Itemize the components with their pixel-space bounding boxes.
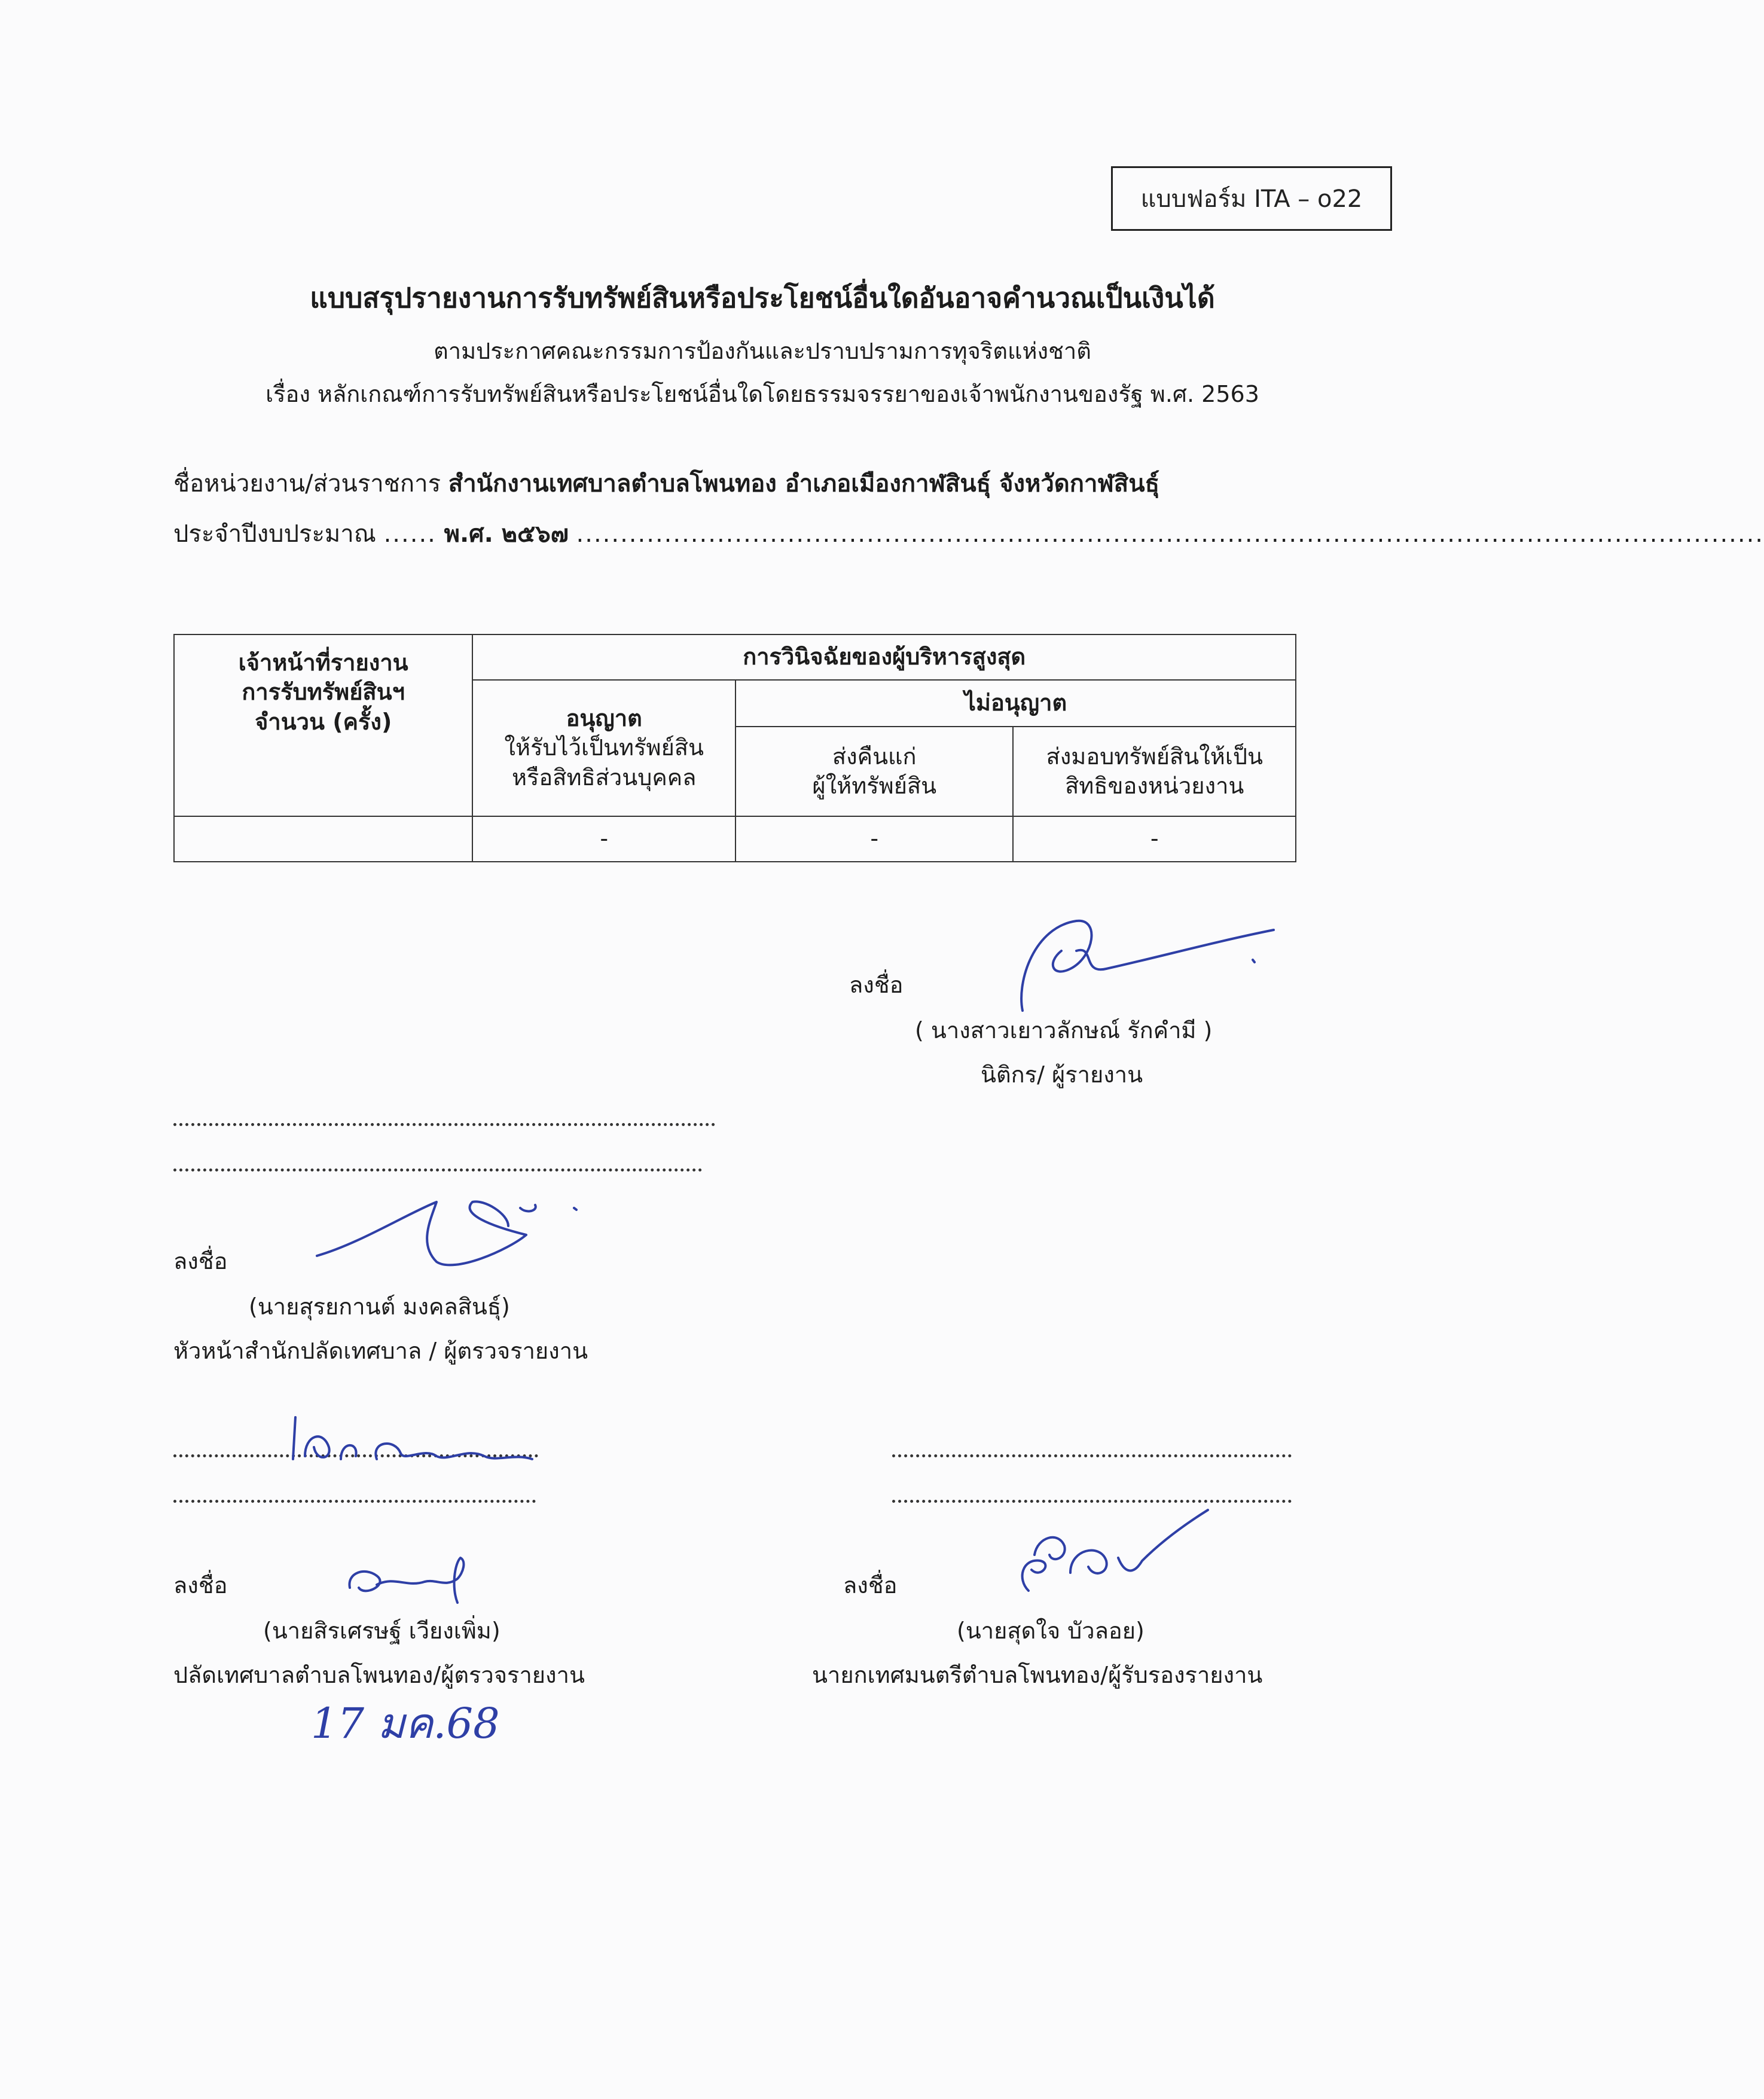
fiscal-year-label: ประจำปีงบประมาณ (173, 520, 376, 548)
reviewer1-name: (นายสุรยกานต์ มงคลสินธุ์) (249, 1293, 510, 1320)
fiscal-year-line (173, 514, 1764, 553)
fiscal-year-suffix-dots: ....................................................................................................................................... (576, 520, 1764, 548)
fiscal-year-value: พ.ศ. ๒๕๖๗ (444, 520, 569, 548)
transfer-desc-line-1: ส่งมอบทรัพย์สินให้เป็น (1046, 743, 1263, 770)
document-subtitle-1: ตามประกาศคณะกรรมการป้องกันและปราบปรามการทุจริตแห่งชาติ (434, 338, 1091, 364)
approve-header: อนุญาต (566, 704, 642, 731)
reviewer1-comment-line-1 (173, 1123, 715, 1126)
reporter-header-line-2: การรับทรัพย์สินฯ (242, 679, 405, 706)
table-row (174, 816, 1296, 862)
deny-header: ไม่อนุญาต (735, 680, 1296, 727)
agency-value: สำนักงานเทศบาลตำบลโพนทอง อำเภอเมืองกาฬสินธุ์ จังหวัดกาฬสินธุ์ (448, 470, 1159, 498)
return-desc-line-1: ส่งคืนแก่ (832, 743, 917, 770)
agency-label: ชื่อหน่วยงาน/ส่วนราชการ (173, 470, 441, 498)
form-code-box (1111, 166, 1392, 231)
reviewer2-name: (นายสิรเศรษฐ์ เวียงเพิ่ม) (263, 1618, 500, 1644)
summary-table (173, 634, 1296, 862)
reviewer2-comment-handwriting (287, 1405, 550, 1471)
reporter-header-line-3: จำนวน (ครั้ง) (255, 708, 392, 735)
approve-header-cell (472, 680, 735, 816)
reviewer1-sign-label: ลงชื่อ (173, 1248, 228, 1274)
reviewer1-signature (311, 1178, 610, 1298)
reviewer1-comment-line-2 (173, 1169, 702, 1171)
certifier-signature (1005, 1501, 1220, 1609)
fiscal-year-prefix-dots: ...... (383, 520, 437, 548)
reviewer2-role: ปลัดเทศบาลตำบลโพนทอง/ผู้ตรวจรายงาน (173, 1662, 585, 1688)
certifier-comment-line-1 (892, 1454, 1292, 1457)
reviewer2-handwritten-date: 17 มค.68 (311, 1699, 500, 1748)
certifier-sign-label: ลงชื่อ (843, 1572, 898, 1598)
certifier-name: (นายสุดใจ บัวลอย) (957, 1618, 1145, 1644)
table-cell-transfer: - (1013, 816, 1296, 862)
reporter-header-line-1: เจ้าหน้าที่รายงาน (238, 649, 408, 676)
form-code: แบบฟอร์ม ITA – o22 (1140, 185, 1363, 213)
certifier-role: นายกเทศมนตรีตำบลโพนทอง/ผู้รับรองรายงาน (812, 1662, 1263, 1688)
reporter-role: นิติกร/ ผู้รายงาน (981, 1061, 1143, 1088)
reviewer2-signature (341, 1552, 484, 1612)
reviewer2-comment-line-2 (173, 1500, 536, 1503)
approve-desc-line-1: ให้รับไว้เป็นทรัพย์สิน (504, 734, 704, 761)
table-cell-return: - (735, 816, 1014, 862)
agency-line (173, 464, 1159, 502)
table-cell-approve: - (472, 816, 735, 862)
document-subtitle-2: เรื่อง หลักเกณฑ์การรับทรัพย์สินหรือประโยชน์อื่นใดโดยธรรมจรรยาของเจ้าพนักงานของรัฐ พ.ศ. 2563 (265, 381, 1259, 407)
transfer-header (1013, 727, 1296, 816)
document-title: แบบสรุปรายงานการรับทรัพย์สินหรือประโยชน์อื่นใดอันอาจคำนวณเป็นเงินได้ (310, 282, 1215, 314)
reviewer2-sign-label: ลงชื่อ (173, 1572, 228, 1598)
reviewer1-role: หัวหน้าสำนักปลัดเทศบาล / ผู้ตรวจรายงาน (173, 1338, 588, 1364)
decision-header: การวินิจฉัยของผู้บริหารสูงสุด (472, 634, 1296, 680)
reporter-count-header (174, 634, 472, 816)
reporter-name: ( นางสาวเยาวลักษณ์ รักคำมี ) (915, 1017, 1213, 1044)
return-header (735, 727, 1014, 816)
transfer-desc-line-2: สิทธิของหน่วยงาน (1065, 773, 1244, 799)
table-cell-count (174, 816, 472, 862)
reporter-sign-label: ลงชื่อ (849, 972, 904, 998)
return-desc-line-2: ผู้ให้ทรัพย์สิน (812, 773, 937, 799)
approve-desc-line-2: หรือสิทธิส่วนบุคคล (511, 764, 697, 791)
reporter-signature (1005, 909, 1292, 1029)
